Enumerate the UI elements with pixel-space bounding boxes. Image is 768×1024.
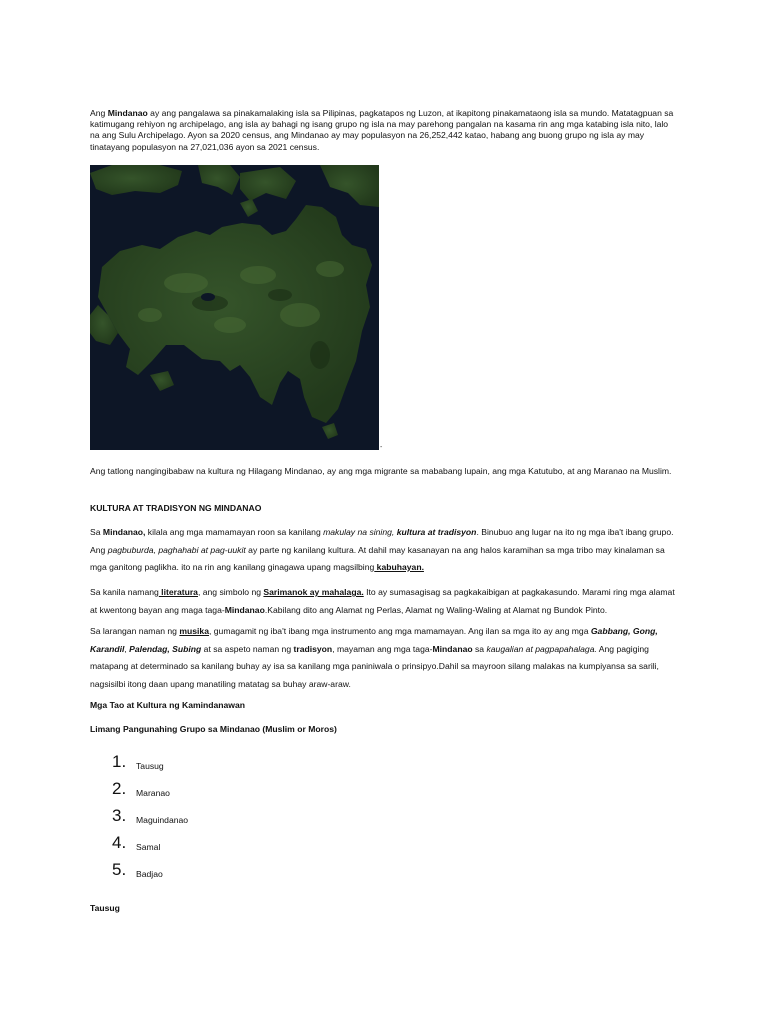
map-svg	[90, 165, 379, 450]
list-text: Tausug	[136, 761, 164, 771]
paragraph-northern-cultures: Ang tatlong nangingibabaw na kultura ng Hilagang Mindanao, ay ang mga migrante sa mababang lupain, ang mga Katutubo, at ang Maranao na Muslim.	[90, 466, 672, 476]
list-number: 4.	[112, 833, 127, 852]
text: Ang pagiging matapang at determinado sa kanilang buhay ay isa sa kanilang mga paniniwala o prinsipyo.Dahil sa mayroon silang malakas na kumpiyansa sa sarili, nagsisilbi itong daan upang manatiling matatag sa buhay araw-araw.	[90, 643, 659, 689]
paragraph-literature	[90, 584, 680, 619]
lake-lanao	[201, 293, 215, 301]
text: ay parte ng kanilang kultura. At dahil may kasanayan na ang halos karamihan sa mga tribo may kinalaman sa mga ganitong paglikha. ito na rin ang kanilang ginagawa upang magsilbing	[90, 544, 665, 572]
text-bold-italic: Gabbang, Gong, Karandil	[90, 626, 658, 654]
intro-paragraph	[90, 108, 680, 153]
list-number: 5.	[112, 860, 127, 879]
list-text: Samal	[136, 842, 161, 852]
text: ay ang pangalawa sa pinakamalaking isla sa Pilipinas, pagkatapos ng Luzon, at ikapitong pinakamataong isla sa mundo. Matatagpuan sa katimugang rehiyon ng archipelago, ang isla ay bahagi ng isang grupo ng isla na may parehong pangalan na kasama rin ang mga katabing isla nito, lalo na ang Sulu Archipelago. Ayon sa 2020 census, ang Mindanao ay may populasyon na 26,252,442 katao, habang ang buong grupo ng isla ay may tinatayang populasyon na 27,021,036 ayon sa 2021 census.	[90, 108, 674, 152]
text: . Binubuo ang lugar na ito ng mga iba't ibang grupo. Ang	[90, 527, 674, 555]
text-bold-underline: musika	[179, 626, 209, 636]
mindanao-satellite-image	[90, 165, 379, 450]
paragraph-arts	[90, 524, 680, 577]
list-number: 3.	[112, 806, 127, 825]
text-bold-underline: kabuhayan.	[374, 562, 424, 572]
text: Sa kanila namang	[90, 587, 159, 597]
text: , mayaman ang mga taga-	[332, 643, 433, 654]
list-text: Maguindanao	[136, 815, 189, 825]
text: at sa aspeto naman ng	[201, 643, 294, 654]
heading-limang-grupo: Limang Pangunahing Grupo sa Mindanao (Muslim or Moros)	[90, 724, 337, 734]
text: sa	[472, 643, 487, 654]
text: Sa	[90, 527, 103, 537]
text-italic: makulay na sining,	[323, 527, 395, 537]
text: , gumagamit ng iba't ibang mga instrumento ang mga mamamayan. Ang ilan sa mga ito ay ang mga	[208, 626, 591, 636]
heading-tausug: Tausug	[90, 903, 120, 913]
text-bold: Mindanao	[107, 108, 148, 118]
text: Ang	[90, 108, 108, 118]
text: kilala ang mga mamamayan roon sa kanilang	[145, 527, 324, 537]
list-text: Badjao	[136, 869, 163, 879]
list-number: 1.	[112, 752, 127, 771]
text-bold-italic: Palendag, Subing	[129, 643, 202, 654]
text: , ang simbolo ng	[197, 587, 264, 597]
text-bold: Mindanao,	[102, 527, 146, 537]
list-text: Maranao	[136, 788, 170, 798]
text-italic: kaugalian at pagpapahalaga.	[486, 643, 597, 654]
heading-mga-tao: Mga Tao at Kultura ng Kamindanawan	[90, 700, 246, 710]
text: Ito ay sumasagisag sa pagkakaibigan at pagkakasundo. Marami ring mga alamat at kwentong bayan ang maga taga-	[90, 587, 675, 615]
text-bold-underline: Sarimanok ay mahalaga.	[263, 587, 364, 597]
paragraph-music	[90, 623, 680, 693]
text-italic: pagbuburda, paghahabi at pag-uukit	[107, 544, 246, 555]
text: ,	[124, 643, 130, 654]
list-number: 2.	[112, 779, 127, 798]
text-bold: Mindanao	[432, 643, 473, 654]
text-bold: tradisyon	[293, 643, 333, 654]
text-bold: Mindanao	[224, 604, 265, 615]
text-bold-italic: kultura at tradisyon	[396, 527, 477, 537]
heading-kultura-tradisyon: KULTURA AT TRADISYON NG MINDANAO	[90, 503, 262, 513]
text-bold-underline: literatura	[158, 587, 198, 597]
text: .Kabilang dito ang Alamat ng Perlas, Alamat ng Waling-Waling at Alamat ng Bundok Pinto.	[264, 604, 608, 615]
map-trailing-mark: -	[380, 444, 383, 451]
text: Sa larangan naman ng	[90, 626, 180, 636]
